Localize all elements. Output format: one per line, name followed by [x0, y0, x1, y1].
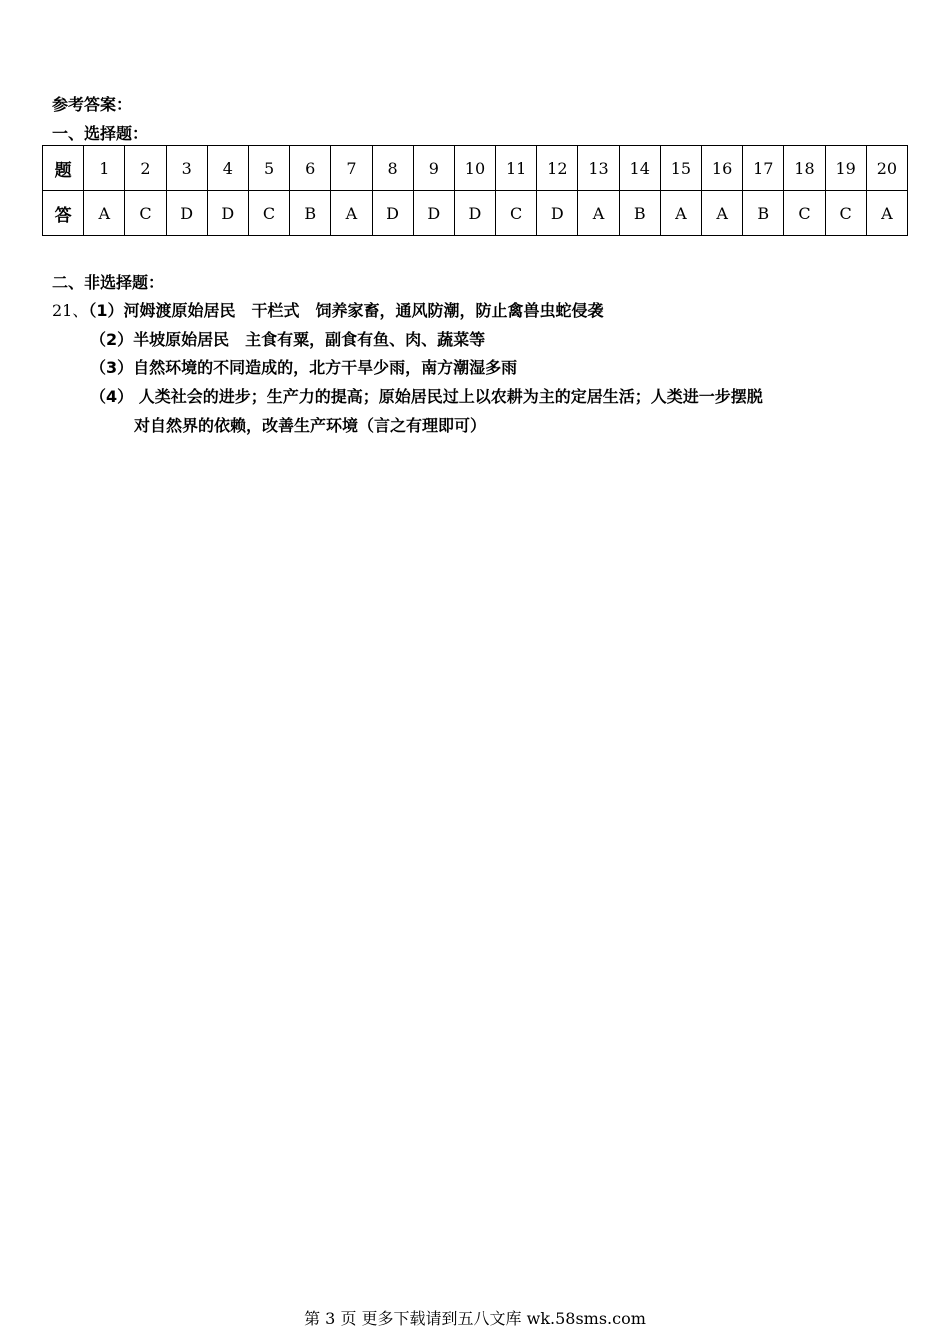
question-number: 9: [413, 146, 454, 191]
section-free-response-title: 二、非选择题：: [52, 273, 165, 292]
question-number: 12: [537, 146, 578, 191]
question-number: 15: [660, 146, 701, 191]
question-number: 19: [825, 146, 866, 191]
answer-cell: B: [619, 191, 660, 236]
answer-cell: A: [866, 191, 907, 236]
question-number: 2: [125, 146, 166, 191]
answer-heading: 参考答案：: [52, 95, 133, 114]
answer-cell: D: [537, 191, 578, 236]
answer-cell: A: [84, 191, 125, 236]
question-number: 11: [496, 146, 537, 191]
answer-cell: B: [743, 191, 784, 236]
question-number: 8: [372, 146, 413, 191]
question-number: 3: [166, 146, 207, 191]
answer-cell: D: [454, 191, 495, 236]
answer-cell: A: [660, 191, 701, 236]
question-number: 7: [331, 146, 372, 191]
question-number: 14: [619, 146, 660, 191]
answer-cell: A: [331, 191, 372, 236]
section-multiple-choice-title: 一、选择题：: [52, 124, 149, 143]
row-label-answer: 答: [43, 191, 84, 236]
question-number: 1: [84, 146, 125, 191]
answer-cell: A: [578, 191, 619, 236]
question-number: 13: [578, 146, 619, 191]
answer-cell: D: [413, 191, 454, 236]
question-21-number: 21、: [52, 301, 89, 320]
answer-cell: A: [702, 191, 743, 236]
question-number: 18: [784, 146, 825, 191]
answer-cell: C: [496, 191, 537, 236]
answer-row: [43, 191, 908, 236]
question-21-part-4-line-1: （4） 人类社会的进步；生产力的提高；原始居民过上以农耕为主的定居生活；人类进一步摆脱: [90, 387, 763, 406]
question-number: 5: [248, 146, 289, 191]
question-number: 17: [743, 146, 784, 191]
answer-cell: D: [166, 191, 207, 236]
question-number: 6: [290, 146, 331, 191]
question-number: 10: [454, 146, 495, 191]
question-number: 4: [207, 146, 248, 191]
page-footer: 第 3 页 更多下载请到五八文库 wk.58sms.com: [304, 1309, 646, 1328]
answer-cell: C: [825, 191, 866, 236]
answer-cell: D: [372, 191, 413, 236]
answer-cell: C: [784, 191, 825, 236]
question-number-row: [43, 146, 908, 191]
answer-table: [42, 145, 908, 236]
question-21-part-3: （3）自然环境的不同造成的，北方干旱少雨，南方潮湿多雨: [90, 358, 518, 377]
question-number: 16: [702, 146, 743, 191]
question-21-part-2: （2）半坡原始居民 主食有粟，副食有鱼、肉、蔬菜等: [90, 330, 486, 349]
answer-cell: C: [125, 191, 166, 236]
question-21-part-1-text: （1）河姆渡原始居民 干栏式 饲养家畜，通风防潮，防止禽兽虫蛇侵袭: [88, 301, 604, 320]
question-21-part-4-line-2: 对自然界的依赖，改善生产环境（言之有理即可）: [134, 416, 487, 435]
answer-cell: C: [248, 191, 289, 236]
row-label-question: 题: [43, 146, 84, 191]
question-number: 20: [866, 146, 907, 191]
answer-cell: B: [290, 191, 331, 236]
answer-cell: D: [207, 191, 248, 236]
question-21-part-1: [52, 298, 604, 321]
